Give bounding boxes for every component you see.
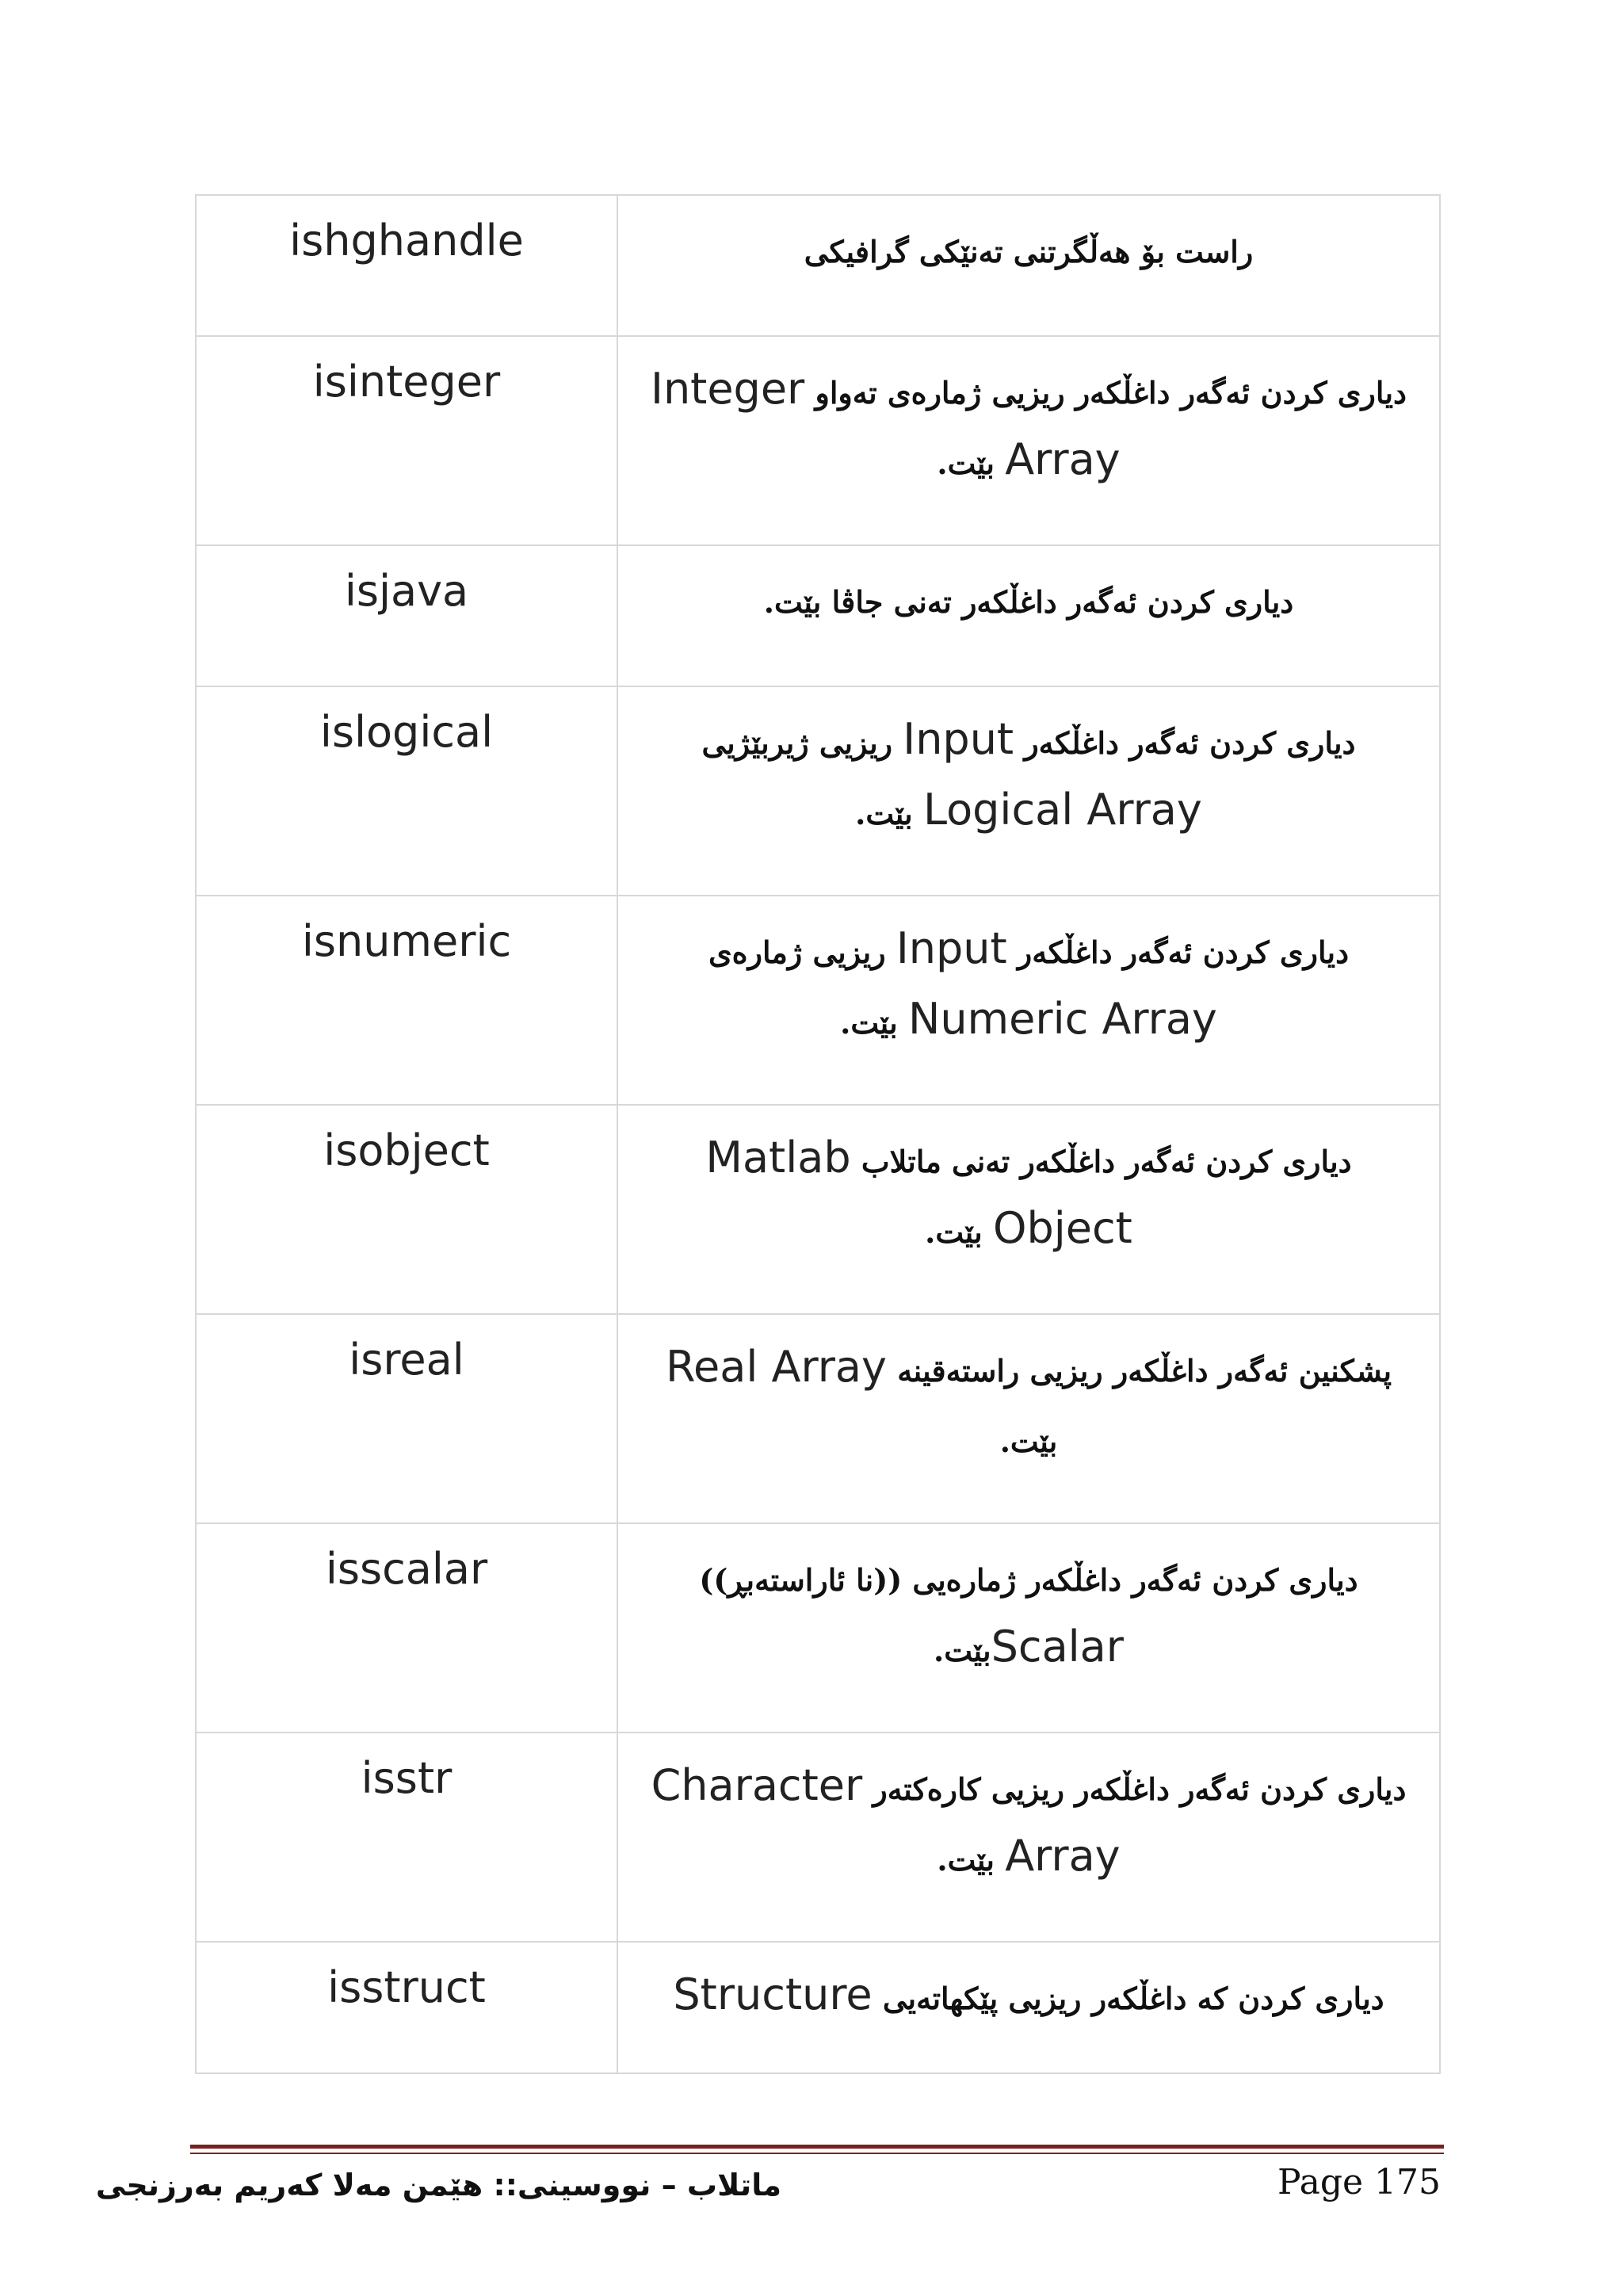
table-row bbox=[196, 686, 1440, 896]
description-line: دیاری کردن کە داغڵکەر ریزیی پێکهاتەیی Structure bbox=[673, 1969, 1384, 2019]
description-line: دیاری کردن ئەگەر داغڵکەر ریزیی کارەکتەر Character bbox=[651, 1760, 1407, 1810]
table-row bbox=[196, 1942, 1440, 2073]
description-line: Scalarبێت. bbox=[934, 1622, 1124, 1671]
table-row bbox=[196, 545, 1440, 686]
function-description bbox=[617, 896, 1440, 1105]
description-line: دیاری کردن ئەگەر داغڵکەر Input ریزیی ژیربێژیی bbox=[701, 714, 1356, 764]
footer-rule-thin bbox=[190, 2153, 1444, 2154]
table-row bbox=[196, 1105, 1440, 1314]
function-name: isjava bbox=[196, 545, 617, 686]
description-line: پشکنین ئەگەر داغڵکەر ریزیی راستەقینە Real Array bbox=[665, 1342, 1392, 1392]
function-name: islogical bbox=[196, 686, 617, 896]
function-description bbox=[617, 1733, 1440, 1942]
description-line: Logical Array بێت. bbox=[855, 785, 1202, 835]
description-line: بێت. bbox=[999, 1423, 1058, 1459]
footer-author: ماتلاب – نووسینی:: هێمن مەلا کەریم بەرزنجی bbox=[95, 2168, 781, 2202]
description-line: دیاری کردن ئەگەر داغڵکەر تەنی جاڤا بێت. bbox=[763, 584, 1294, 620]
function-table bbox=[195, 194, 1441, 2074]
footer-rule-thick bbox=[190, 2145, 1444, 2149]
table-row bbox=[196, 336, 1440, 545]
function-name: ishghandle bbox=[196, 195, 617, 336]
description-line: دیاری کردن ئەگەر داغڵکەر ریزیی ژمارەی تەواو Integer bbox=[651, 364, 1407, 414]
function-description bbox=[617, 195, 1440, 336]
function-name: isinteger bbox=[196, 336, 617, 545]
function-name: isobject bbox=[196, 1105, 617, 1314]
function-description bbox=[617, 1942, 1440, 2073]
function-name: isnumeric bbox=[196, 896, 617, 1105]
table-row bbox=[196, 1733, 1440, 1942]
page-number: Page 175 bbox=[1277, 2162, 1441, 2202]
function-description bbox=[617, 545, 1440, 686]
function-name: isscalar bbox=[196, 1523, 617, 1733]
description-line: دیاری کردن ئەگەر داغڵکەر تەنی ماتلاب Matlab bbox=[705, 1133, 1352, 1182]
function-description bbox=[617, 1314, 1440, 1523]
function-name: isreal bbox=[196, 1314, 617, 1523]
description-line: Numeric Array بێت. bbox=[840, 994, 1217, 1044]
table-row bbox=[196, 1523, 1440, 1733]
function-description bbox=[617, 1105, 1440, 1314]
description-line: Array بێت. bbox=[937, 1831, 1121, 1881]
table-row bbox=[196, 896, 1440, 1105]
function-name: isstruct bbox=[196, 1942, 617, 2073]
description-line: Array بێت. bbox=[937, 434, 1121, 484]
description-line: راست بۆ هەڵگرتنی تەنێکی گرافیکی bbox=[804, 234, 1254, 269]
description-line: دیاری کردن ئەگەر داغڵکەر Input ریزیی ژمارەی bbox=[708, 923, 1350, 973]
function-description bbox=[617, 686, 1440, 896]
table-row bbox=[196, 195, 1440, 336]
description-line: دیاری کردن ئەگەر داغڵکەر ژمارەیی ((نا ئاراستەبڕ)) bbox=[699, 1562, 1358, 1598]
function-description bbox=[617, 336, 1440, 545]
function-table-body bbox=[196, 195, 1440, 2073]
description-line: Object بێت. bbox=[925, 1203, 1132, 1253]
function-description bbox=[617, 1523, 1440, 1733]
function-name: isstr bbox=[196, 1733, 617, 1942]
table-row bbox=[196, 1314, 1440, 1523]
